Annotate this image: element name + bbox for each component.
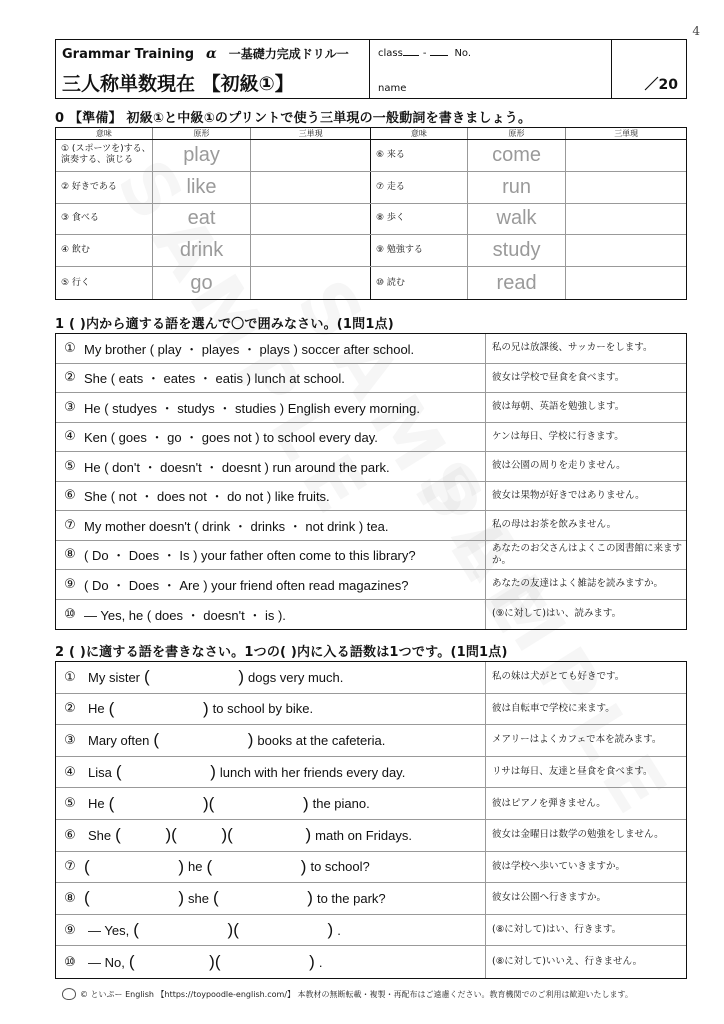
base-form-cell: play <box>153 140 252 171</box>
third-person-blank[interactable] <box>566 204 686 235</box>
sentence-text: He <box>88 796 105 812</box>
verb-row <box>56 235 686 267</box>
verb-row <box>56 172 686 204</box>
sentence-text: math on Fridays. <box>315 827 412 843</box>
question-sentence[interactable]: My brother ( play ・ playes ・ plays ) soccer after school. <box>84 334 486 363</box>
sentence-text: she <box>188 890 209 906</box>
class-label: class <box>378 48 403 59</box>
answer-blank[interactable]: ( ) <box>227 825 312 845</box>
verb-table-header: 意味 原形 三単現 意味 原形 三単現 <box>56 128 686 140</box>
meaning-cell: ① (スポーツを)する、演奏する、演じる <box>56 140 153 171</box>
section0-title: 0 【準備】 初級①と中級①のプリントで使う三単現の一般動詞を書きましょう。 <box>55 111 532 126</box>
answer-blank[interactable]: ( ) <box>233 920 334 940</box>
third-person-blank[interactable] <box>251 172 371 203</box>
sentence-text: Mary often <box>88 732 150 748</box>
answer-blank[interactable]: ( ) <box>212 888 313 908</box>
question-number: ⑧ <box>64 547 76 563</box>
third-person-blank[interactable] <box>566 172 686 203</box>
translation: 私の母はお茶を飲みません。 <box>492 519 617 531</box>
base-form-cell: like <box>153 172 252 203</box>
fill-sentence <box>84 852 486 883</box>
class-blank[interactable] <box>403 55 419 56</box>
question-sentence[interactable]: She ( eats ・ eates ・ eatis ) lunch at school. <box>84 364 486 393</box>
question-number: ⑥ <box>64 827 76 843</box>
worksheet-header <box>55 39 687 99</box>
fill-sentence <box>84 662 486 693</box>
third-person-blank[interactable] <box>251 267 371 299</box>
sentence-text: Lisa <box>88 764 112 780</box>
toy-poodle-logo-icon <box>62 988 76 1000</box>
answer-blank[interactable]: ( ) <box>144 667 244 687</box>
meaning-cell: ⑥ 来る <box>371 140 468 171</box>
translation: (⑨に対して)はい、読みます。 <box>492 608 622 620</box>
answer-blank[interactable]: ( ) <box>214 952 315 972</box>
answer-blank[interactable]: ( ) <box>128 952 215 972</box>
base-form-cell: go <box>153 267 252 299</box>
fill-row <box>56 725 686 757</box>
question-row <box>56 334 686 364</box>
verb-row <box>56 204 686 236</box>
question-number: ② <box>64 701 76 717</box>
translation: 彼は学校へ歩いていきますか。 <box>492 860 626 872</box>
meaning-cell: ⑨ 勉強する <box>371 235 468 266</box>
base-form-cell: drink <box>153 235 252 266</box>
translation: 彼女は学校で昼食を食べます。 <box>492 371 625 383</box>
fill-row <box>56 852 686 884</box>
question-row <box>56 570 686 600</box>
translation: 彼女は金曜日は数学の勉強をしません。 <box>492 829 664 841</box>
question-row <box>56 600 686 630</box>
translation: メアリーはよくカフェで本を読みます。 <box>492 734 662 746</box>
translation: 彼女は公園へ行きますか。 <box>492 892 607 904</box>
question-number: ⑤ <box>64 796 76 812</box>
sentence-text: dogs very much. <box>248 669 344 685</box>
answer-blank[interactable]: ( ) <box>171 825 228 845</box>
sentence-text: He <box>88 701 105 717</box>
translation: 私の妹は犬がとても好きです。 <box>492 671 625 683</box>
fill-sentence <box>84 725 486 756</box>
question-sentence[interactable]: ― Yes, he ( does ・ doesn't ・ is ). <box>84 600 486 630</box>
fill-row <box>56 788 686 820</box>
fill-sentence <box>84 694 486 725</box>
question-sentence[interactable]: She ( not ・ does not ・ do not ) like fruits. <box>84 482 486 511</box>
verb-table <box>55 127 687 300</box>
third-person-blank[interactable] <box>251 235 371 266</box>
sentence-text: he <box>188 859 203 875</box>
no-label: No. <box>454 48 472 59</box>
sentence-text: to school? <box>310 859 370 875</box>
fill-sentence <box>84 820 486 851</box>
student-info-box: class - No. name <box>370 40 612 98</box>
name-label: name <box>378 83 407 94</box>
base-form-cell: come <box>468 140 567 171</box>
question-sentence[interactable]: He ( don't ・ doesn't ・ doesnt ) run around the park. <box>84 452 486 481</box>
page-number: 4 <box>692 24 700 38</box>
series-subtitle: 一基礎力完成ドリル一 <box>228 47 349 61</box>
question-row <box>56 423 686 453</box>
sentence-text: . <box>337 922 341 938</box>
answer-blank[interactable]: ( ) <box>133 920 234 940</box>
question-number: ⑤ <box>64 458 76 474</box>
base-form-cell: eat <box>153 204 252 235</box>
fill-row <box>56 915 686 947</box>
question-number: ⑩ <box>64 606 76 622</box>
question-row <box>56 482 686 512</box>
answer-blank[interactable]: ( ) <box>115 762 216 782</box>
class-number-blank[interactable] <box>430 55 448 56</box>
footer <box>62 988 682 1000</box>
question-sentence[interactable]: My mother doesn't ( drink ・ drinks ・ not drink ) tea. <box>84 511 486 540</box>
question-number: ⑥ <box>64 488 76 504</box>
translation: あなたのお父さんはよくこの図書館に来ますか。 <box>492 542 683 566</box>
fill-row <box>56 662 686 694</box>
sentence-text: the piano. <box>312 796 370 812</box>
fill-sentence <box>84 883 486 914</box>
fill-sentence <box>84 757 486 788</box>
footer-text: © といぷー English 【https://toypoodle-english.com/】 本教材の無断転載・複製・再配布はご遠慮ください。教育機関でのご利用は歓迎いたします。 <box>80 989 633 999</box>
answer-blank[interactable]: ( ) <box>115 825 172 845</box>
meaning-cell: ⑩ 読む <box>371 267 468 299</box>
meaning-cell: ⑧ 歩く <box>371 204 468 235</box>
third-person-blank[interactable] <box>566 235 686 266</box>
translation: (⑧に対して)はい、行きます。 <box>492 924 622 936</box>
base-form-cell: read <box>468 267 567 299</box>
answer-blank[interactable]: ( ) <box>208 793 309 813</box>
question-number: ⑦ <box>64 517 76 533</box>
answer-blank[interactable]: ( ) <box>206 856 307 876</box>
sentence-text: ― Yes, <box>88 922 130 938</box>
fill-row <box>56 946 686 978</box>
meaning-cell: ⑤ 行く <box>56 267 153 299</box>
fill-row <box>56 820 686 852</box>
question-number: ① <box>64 340 76 356</box>
answer-blank[interactable]: ( ) <box>108 698 209 718</box>
sentence-text: to school by bike. <box>212 701 314 717</box>
sentence-text: lunch with her friends every day. <box>219 764 406 780</box>
question-number: ④ <box>64 764 76 780</box>
answer-blank[interactable]: ( ) <box>84 856 184 876</box>
question-row <box>56 364 686 394</box>
sentence-text: My sister <box>88 669 140 685</box>
third-person-blank[interactable] <box>251 204 371 235</box>
translation: 彼女は果物が好きではありません。 <box>492 489 645 501</box>
base-form-cell: run <box>468 172 567 203</box>
question-number: ⑩ <box>64 954 76 970</box>
translation: 彼は公園の周りを走りません。 <box>492 460 626 472</box>
question-number: ② <box>64 370 76 386</box>
answer-blank[interactable]: ( ) <box>153 730 254 750</box>
sentence-text: to the park? <box>316 890 386 906</box>
translation: 彼はピアノを弾きません。 <box>492 797 606 809</box>
translation: リサは毎日、友達と昼食を食べます。 <box>492 766 653 778</box>
translation: 彼は毎朝、英語を勉強します。 <box>492 401 625 413</box>
series-alpha: α <box>206 46 217 62</box>
fill-sentence <box>84 788 486 819</box>
fill-row <box>56 757 686 789</box>
sentence-text: books at the cafeteria. <box>257 732 386 748</box>
worksheet-title: 三人称単数現在 【初級①】 <box>62 73 294 95</box>
base-form-cell: study <box>468 235 567 266</box>
question-number: ⑦ <box>64 859 76 875</box>
third-person-blank[interactable] <box>251 140 371 171</box>
third-person-blank[interactable] <box>566 267 686 299</box>
question-number: ① <box>64 669 76 685</box>
fill-sentence <box>84 915 486 946</box>
verb-row <box>56 267 686 299</box>
question-row <box>56 511 686 541</box>
meaning-cell: ③ 食べる <box>56 204 153 235</box>
sentence-text: . <box>318 954 323 970</box>
series-name: Grammar Training <box>62 47 195 62</box>
question-number: ⑨ <box>64 576 76 592</box>
question-sentence[interactable]: He ( studyes ・ studys ・ studies ) English every morning. <box>84 393 486 422</box>
section2-title: 2 ( )に適する語を書きなさい。1つの( )内に入る語数は1つです。(1問1点) <box>55 645 508 660</box>
sentence-text: She <box>88 827 112 843</box>
fill-in-questions <box>55 661 687 979</box>
answer-blank[interactable]: ( ) <box>108 793 209 813</box>
answer-blank[interactable]: ( ) <box>84 888 184 908</box>
question-sentence[interactable]: Ken ( goes ・ go ・ goes not ) to school every day. <box>84 423 486 452</box>
third-person-blank[interactable] <box>566 140 686 171</box>
translation: ケンは毎日、学校に行きます。 <box>492 430 624 442</box>
meaning-cell: ⑦ 走る <box>371 172 468 203</box>
question-sentence[interactable]: ( Do ・ Does ・ Is ) your father often come to this library? <box>84 541 486 570</box>
score-box <box>612 40 686 98</box>
question-row <box>56 452 686 482</box>
base-form-cell: walk <box>468 204 567 235</box>
fill-row <box>56 883 686 915</box>
section1-title: 1 ( )内から適する語を選んで〇で囲みなさい。(1問1点) <box>55 317 394 332</box>
question-number: ③ <box>64 399 76 415</box>
question-sentence[interactable]: ( Do ・ Does ・ Are ) your friend often read magazines? <box>84 570 486 599</box>
choice-questions <box>55 333 687 630</box>
question-row <box>56 541 686 571</box>
translation: (⑧に対して)いいえ、行きません。 <box>492 956 643 968</box>
fill-sentence <box>84 946 486 978</box>
translation: あなたの友達はよく雑誌を読みますか。 <box>492 578 664 590</box>
translation: 私の兄は放課後、サッカーをします。 <box>492 342 653 354</box>
question-number: ④ <box>64 429 76 445</box>
question-number: ⑧ <box>64 890 76 906</box>
meaning-cell: ② 好きである <box>56 172 153 203</box>
question-row <box>56 393 686 423</box>
question-number: ③ <box>64 732 76 748</box>
sentence-text: ― No, <box>88 954 125 970</box>
translation: 彼は自転車で学校に来ます。 <box>492 702 615 714</box>
score-total: ／20 <box>644 77 678 93</box>
fill-row <box>56 694 686 726</box>
question-number: ⑨ <box>64 922 76 938</box>
verb-row <box>56 140 686 172</box>
meaning-cell: ④ 飲む <box>56 235 153 266</box>
